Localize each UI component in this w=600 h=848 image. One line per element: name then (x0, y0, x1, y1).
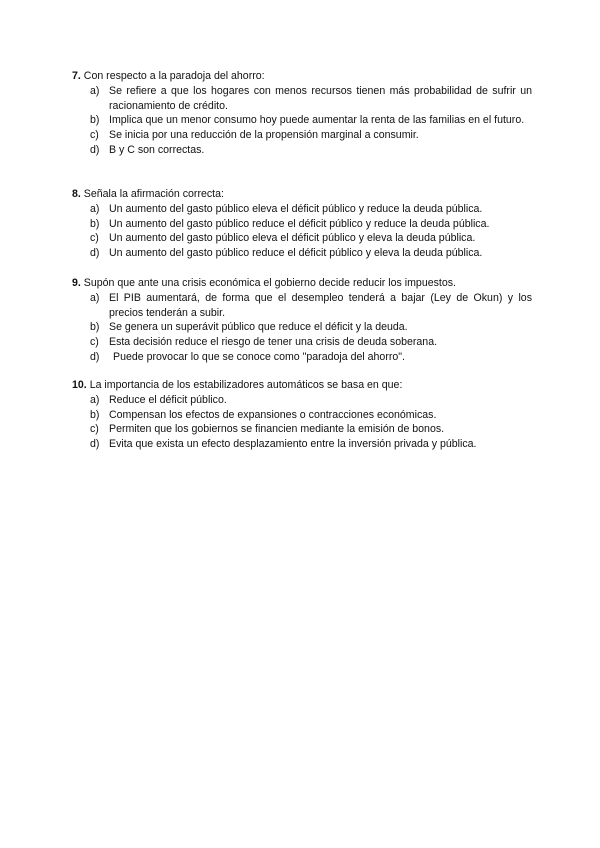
question-text: Con respecto a la paradoja del ahorro: (83, 70, 265, 82)
option-letter: c) (90, 232, 99, 245)
option-text: Se refiere a que los hogares con menos recursos tienen más probabilidad de sufrir un racionamiento de crédito. (109, 84, 532, 112)
option-b (72, 113, 532, 128)
option-letter: a) (90, 202, 100, 215)
option-text: B y C son correctas. (109, 143, 205, 156)
option-d (72, 246, 532, 261)
option-letter: a) (90, 393, 100, 406)
option-text: Permiten que los gobiernos se financien mediante la emisión de bonos. (109, 423, 445, 436)
question-text: La importancia de los estabilizadores automáticos se basa en que: (89, 379, 403, 391)
question-number: 10. (72, 379, 87, 391)
option-c (72, 231, 532, 246)
option-letter: d) (90, 438, 100, 451)
option-b (72, 217, 532, 232)
option-letter: d) (90, 350, 100, 363)
option-text: Se inicia por una reducción de la propensión marginal a consumir. (109, 129, 419, 142)
option-text: El PIB aumentará, de forma que el desempleo tenderá a bajar (Ley de Okun) y los precios tenderán a subir. (109, 291, 532, 319)
option-a (72, 202, 532, 217)
option-a (72, 291, 532, 321)
option-letter: b) (90, 217, 100, 230)
option-a (72, 84, 532, 114)
option-text: Esta decisión reduce el riesgo de tener una crisis de deuda soberana. (109, 336, 438, 349)
option-letter: a) (90, 291, 100, 304)
question-9 (72, 276, 532, 365)
options-list (72, 202, 532, 261)
option-text: Puede provocar lo que se conoce como "paradoja del ahorro". (113, 350, 405, 363)
option-c (72, 128, 532, 143)
question-stem (72, 378, 532, 393)
option-letter: c) (90, 423, 99, 436)
option-text: Evita que exista un efecto desplazamiento entre la inversión privada y pública. (109, 438, 477, 451)
option-b (72, 408, 532, 423)
option-letter: d) (90, 143, 100, 156)
option-a (72, 393, 532, 408)
option-text: Un aumento del gasto público reduce el déficit público y eleva la deuda pública. (109, 247, 483, 260)
option-letter: b) (90, 408, 100, 421)
option-c (72, 335, 532, 350)
options-list (72, 84, 532, 158)
question-number: 8. (72, 188, 81, 200)
option-b (72, 320, 532, 335)
option-letter: a) (90, 84, 100, 97)
option-text: Un aumento del gasto público reduce el déficit público y reduce la deuda pública. (109, 217, 490, 230)
option-text: Compensan los efectos de expansiones o contracciones económicas. (109, 408, 437, 421)
option-letter: b) (90, 321, 100, 334)
question-number: 9. (72, 277, 81, 289)
question-stem (72, 187, 532, 202)
question-stem (72, 276, 532, 291)
question-stem (72, 69, 532, 84)
option-text: Un aumento del gasto público eleva el déficit público y reduce la deuda pública. (109, 202, 483, 215)
question-text: Señala la afirmación correcta: (83, 188, 224, 200)
option-text: Se genera un superávit público que reduce el déficit y la deuda. (109, 321, 408, 334)
option-letter: c) (90, 129, 99, 142)
option-d (72, 437, 532, 452)
question-8 (72, 187, 532, 261)
options-list (72, 393, 532, 452)
option-text: Reduce el déficit público. (109, 393, 227, 406)
question-7 (72, 69, 532, 158)
question-10 (72, 378, 532, 452)
option-text: Un aumento del gasto público eleva el déficit público y eleva la deuda pública. (109, 232, 476, 245)
option-letter: d) (90, 247, 100, 260)
option-d (72, 143, 532, 158)
option-letter: c) (90, 336, 99, 349)
question-number: 7. (72, 70, 81, 82)
option-c (72, 422, 532, 437)
option-d (72, 350, 532, 365)
options-list (72, 291, 532, 365)
option-text: Implica que un menor consumo hoy puede aumentar la renta de las familias en el futuro. (109, 114, 525, 127)
question-text: Supón que ante una crisis económica el gobierno decide reducir los impuestos. (83, 277, 456, 289)
option-letter: b) (90, 114, 100, 127)
